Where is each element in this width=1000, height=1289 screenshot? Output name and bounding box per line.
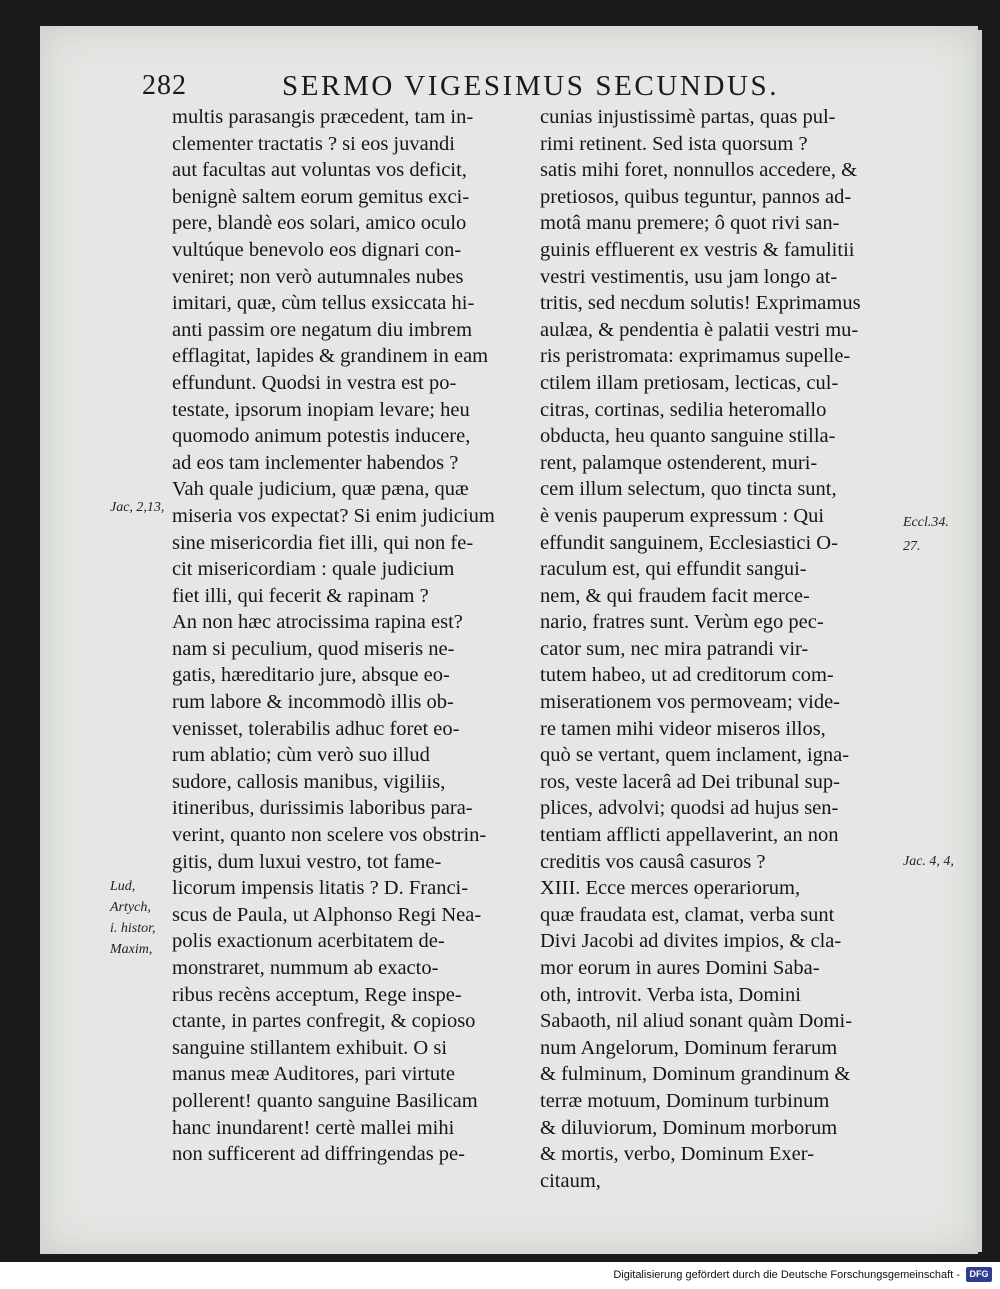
text-line: XIII. Ecce merces operariorum, xyxy=(540,877,801,900)
text-line: benignè saltem eorum gemitus exci- xyxy=(172,185,470,208)
text-line: itineribus, durissimis laboribus para- xyxy=(172,797,473,820)
dfg-logo-icon: DFG xyxy=(966,1267,992,1282)
text-line: gitis, dum luxui vestro, tot fame- xyxy=(172,850,442,873)
text-line: sudore, callosis manibus, vigiliis, xyxy=(172,770,446,793)
text-line: ad eos tam inclementer habendos ? xyxy=(172,451,459,474)
text-line: aut facultas aut voluntas vos deficit, xyxy=(172,159,467,182)
text-line: mor eorum in aures Domini Saba- xyxy=(540,957,820,979)
text-line: effundunt. Quodsi in vestra est po- xyxy=(172,371,457,394)
margin-note-artych: Artych, xyxy=(110,900,151,915)
text-line: tentiam afflicti appellaverint, an non xyxy=(540,824,839,847)
page-title: SERMO VIGESIMUS SECUNDUS. xyxy=(282,70,780,102)
margin-note-lud: Lud, xyxy=(110,879,136,894)
text-line: Vah quale judicium, quæ pæna, quæ xyxy=(172,478,469,501)
text-line: clementer tractatis ? si eos juvandi xyxy=(172,132,455,155)
text-line: pretiosos, quibus teguntur, pannos ad- xyxy=(540,185,852,208)
text-line: rent, palamque ostenderent, muri- xyxy=(540,451,818,474)
text-line: plices, advolvi; quodsi ad hujus sen- xyxy=(540,797,839,820)
text-line: monstraret, nummum ab exacto- xyxy=(172,957,439,979)
text-line: citaum, xyxy=(540,1169,601,1192)
text-line: fiet illi, qui fecerit & rapinam ? xyxy=(172,584,429,607)
margin-note-jac-4: Jac. 4, 4, xyxy=(903,854,954,869)
text-line: ribus recèns acceptum, Rege inspe- xyxy=(172,983,462,1006)
text-line: quæ fraudata est, clamat, verba sunt xyxy=(540,903,835,926)
text-line: manus meæ Auditores, pari virtute xyxy=(172,1063,455,1086)
text-line: cit misericordiam : quale judicium xyxy=(172,558,455,581)
text-line: scus de Paula, ut Alphonso Regi Nea- xyxy=(172,903,482,926)
text-line: nario, fratres sunt. Verùm ego pec- xyxy=(540,611,824,634)
text-line: aulæa, & pendentia è palatii vestri mu- xyxy=(540,318,859,341)
margin-note-maxim: Maxim, xyxy=(110,942,153,957)
text-line: effundit sanguinem, Ecclesiastici O- xyxy=(540,531,838,554)
text-line: verint, quanto non scelere vos obstrin- xyxy=(172,824,487,847)
text-line: vultúque benevolo eos dignari con- xyxy=(172,238,462,261)
text-line: imitari, quæ, cùm tellus exsiccata hi- xyxy=(172,292,475,315)
text-line: Sabaoth, nil aliud sonant quàm Domi- xyxy=(540,1010,853,1033)
text-line: ris peristromata: exprimamus supelle- xyxy=(540,345,851,368)
funding-credit: Digitalisierung gefördert durch die Deutsche Forschungsgemeinschaft - xyxy=(613,1269,960,1281)
text-line: guinis effluerent ex vestris & famulitii xyxy=(540,238,855,261)
margin-note-eccl-34-verse: 27. xyxy=(903,539,921,554)
text-line: rimi retinent. Sed ista quorsum ? xyxy=(540,132,808,155)
page-edge xyxy=(976,30,982,1252)
text-line: anti passim ore negatum diu imbrem xyxy=(172,318,473,341)
text-line: polis exactionum acerbitatem de- xyxy=(172,930,445,953)
text-line: & diluviorum, Dominum morborum xyxy=(540,1116,838,1139)
text-line: ctilem illam pretiosam, lecticas, cul- xyxy=(540,371,839,394)
text-line: multis parasangis præcedent, tam in- xyxy=(172,106,474,128)
text-line: terræ motuum, Dominum turbinum xyxy=(540,1089,830,1112)
margin-note-histor: i. histor, xyxy=(110,921,156,936)
text-line: oth, introvit. Verba ista, Domini xyxy=(540,983,801,1006)
text-line: & mortis, verbo, Dominum Exer- xyxy=(540,1143,815,1166)
text-line: nem, & qui fraudem facit merce- xyxy=(540,584,810,607)
text-line: nam si peculium, quod miseris ne- xyxy=(172,637,455,660)
right-text-column xyxy=(540,104,900,1194)
text-line: gatis, hæreditario jure, absque eo- xyxy=(172,664,450,687)
text-line: sanguine stillantem exhibuit. O si xyxy=(172,1036,448,1059)
text-line: pollerent! quanto sanguine Basilicam xyxy=(172,1089,478,1112)
text-line: non sufficerent ad diffringendas pe- xyxy=(172,1143,465,1166)
margin-note-eccl-34: Eccl.34. xyxy=(903,515,949,530)
text-line: motâ manu premere; ô quot rivi san- xyxy=(540,212,840,235)
text-line: ctante, in partes confregit, & copioso xyxy=(172,1010,476,1033)
text-line: num Angelorum, Dominum ferarum xyxy=(540,1036,838,1059)
page-number: 282 xyxy=(142,70,187,101)
text-line: re tamen mihi videor miseros illos, xyxy=(540,717,826,740)
text-line: pere, blandè eos solari, amico oculo xyxy=(172,212,467,235)
text-line: tutem habeo, ut ad creditorum com- xyxy=(540,664,834,687)
text-line: cem illum selectum, quo tincta sunt, xyxy=(540,478,837,501)
text-line: vestri vestimentis, usu jam longo at- xyxy=(540,265,838,288)
text-line: venisset, tolerabilis adhuc foret eo- xyxy=(172,717,460,740)
text-line: miseria vos expectat? Si enim judicium xyxy=(172,504,495,527)
text-line: efflagitat, lapides & grandinem in eam xyxy=(172,345,489,368)
text-line: cunias injustissimè partas, quas pul- xyxy=(540,106,836,128)
text-line: tritis, sed necdum solutis! Exprimamus xyxy=(540,292,861,315)
text-line: è venis pauperum expressum : Qui xyxy=(540,504,825,527)
text-line: sine misericordia fiet illi, qui non fe- xyxy=(172,531,474,554)
text-line: quomodo animum potestis inducere, xyxy=(172,425,471,448)
text-line: miserationem vos permoveam; vide- xyxy=(540,691,841,714)
text-line: veniret; non verò autumnales nubes xyxy=(172,265,464,288)
text-line: An non hæc atrocissima rapina est? xyxy=(172,611,463,634)
text-line: Divi Jacobi ad divites impios, & cla- xyxy=(540,930,842,953)
text-line: citras, cortinas, sedilia heteromallo xyxy=(540,398,827,421)
text-line: quò se vertant, quem inclament, igna- xyxy=(540,744,850,767)
text-line: licorum impensis litatis ? D. Franci- xyxy=(172,877,469,900)
text-line: obducta, heu quanto sanguine stilla- xyxy=(540,425,836,448)
left-text-column xyxy=(172,104,522,1168)
text-line: ros, veste lacerâ ad Dei tribunal sup- xyxy=(540,770,840,793)
margin-note-jac-2: Jac, 2,13, xyxy=(110,500,165,515)
text-line: cator sum, nec mira patrandi vir- xyxy=(540,637,809,660)
text-line: creditis vos causâ casuros ? xyxy=(540,850,766,873)
text-line: raculum est, qui effundit sangui- xyxy=(540,558,807,581)
text-line: & fulminum, Dominum grandinum & xyxy=(540,1063,851,1086)
text-line: satis mihi foret, nonnullos accedere, & xyxy=(540,159,858,182)
text-line: testate, ipsorum inopiam levare; heu xyxy=(172,398,470,421)
text-line: rum ablatio; cùm verò suo illud xyxy=(172,744,430,767)
footer-bar xyxy=(0,1262,1000,1289)
text-line: rum labore & incommodò illis ob- xyxy=(172,691,454,714)
text-line: hanc inundarent! certè mallei mihi xyxy=(172,1116,455,1139)
